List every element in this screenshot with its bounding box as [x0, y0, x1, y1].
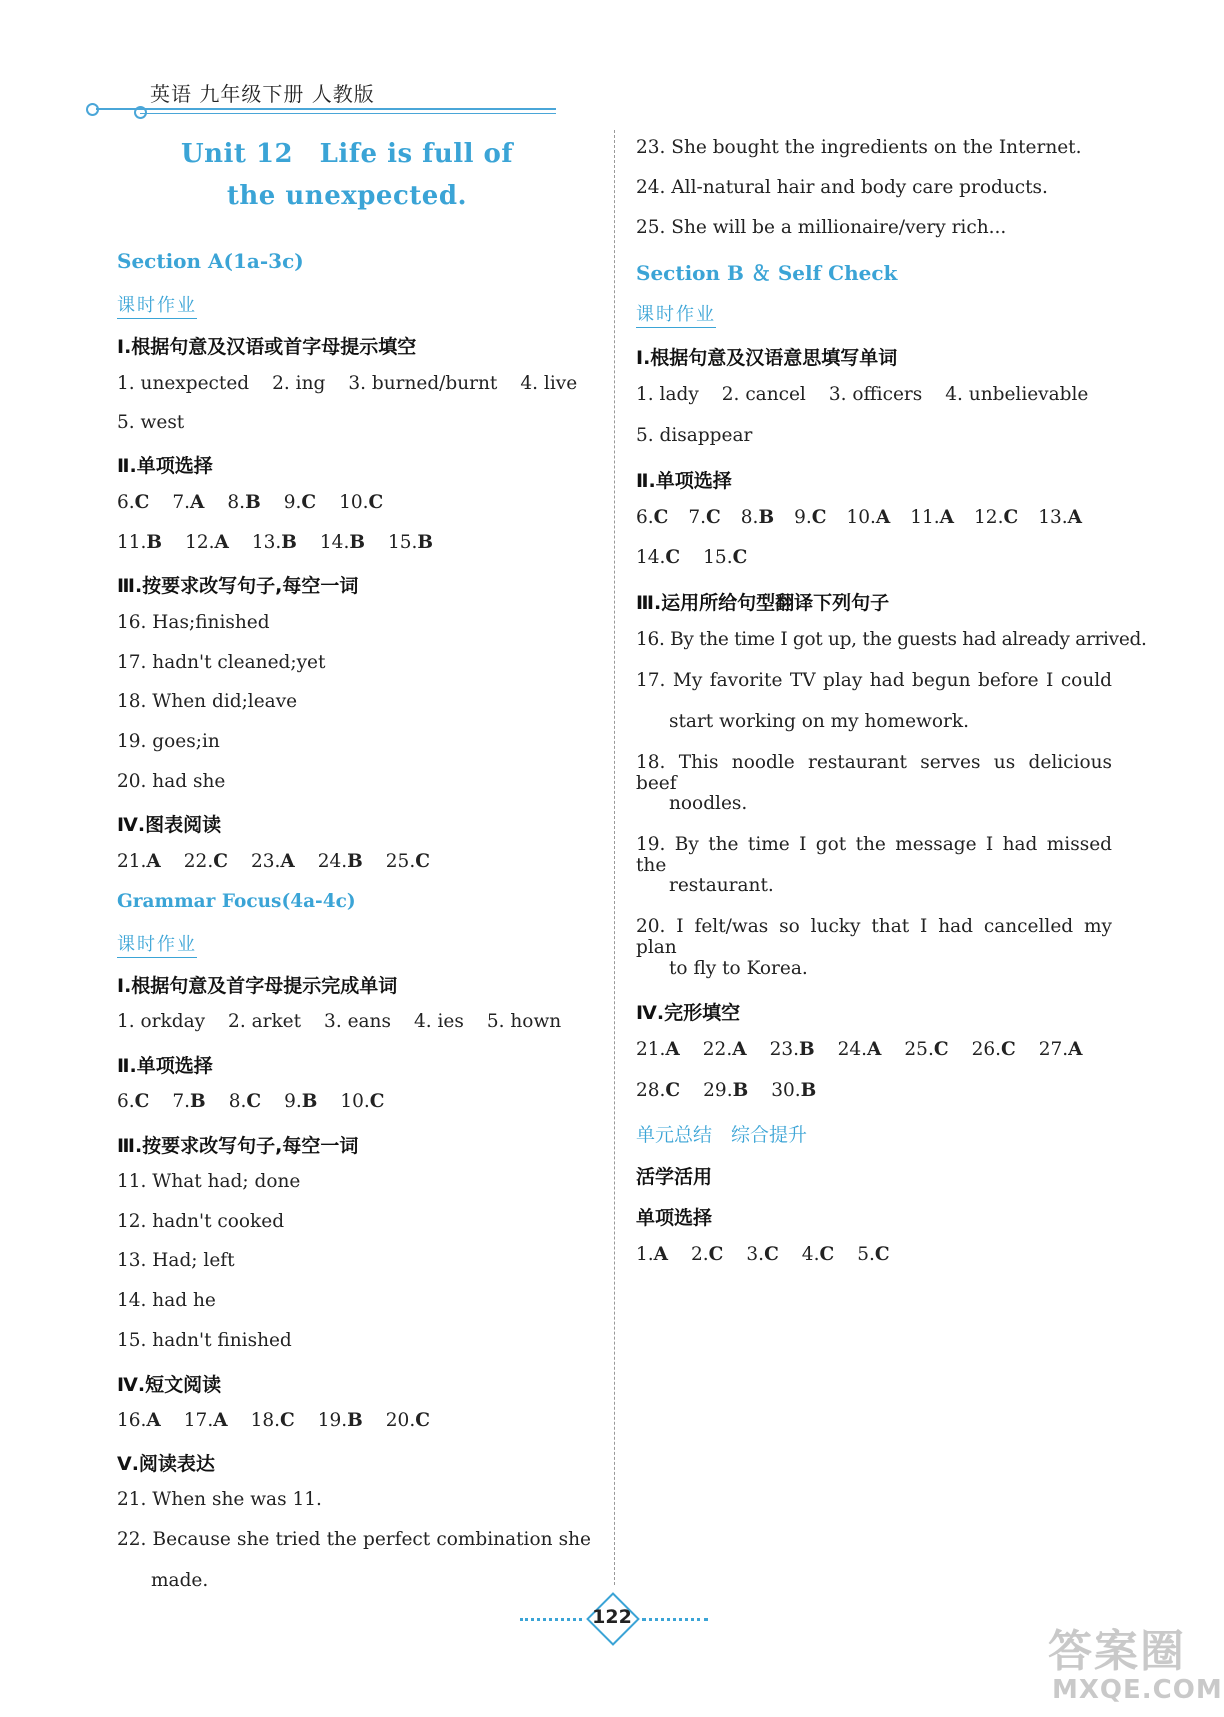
answer-choice: C [213, 851, 228, 872]
answer [117, 1410, 161, 1431]
answer-line: 16. Has;finished [117, 612, 270, 633]
answer-row [636, 1080, 839, 1101]
answer-choice: A [213, 1410, 228, 1431]
answer: 2. cancel [721, 384, 806, 405]
answer-choice: C [933, 1039, 949, 1060]
answer [117, 1091, 149, 1112]
answer-line: 23. She bought the ingredients on the Internet. [636, 137, 1082, 158]
question-number: 23. [769, 1039, 799, 1060]
answer [636, 1244, 668, 1265]
question-number: 2. [691, 1244, 709, 1265]
answer [185, 532, 229, 553]
answer-line: 25. She will be a millionaire/very rich... [636, 217, 1007, 238]
answer-line: to fly to Korea. [669, 958, 808, 979]
question-number: 9. [794, 507, 812, 528]
answer-choice: C [1003, 507, 1019, 528]
question-number: 22. [183, 851, 214, 872]
part-heading: Ⅴ.阅读表达 [117, 1453, 215, 1475]
answer-line: 17. My favorite TV play had begun before I could [636, 670, 1112, 691]
question-number: 7. [172, 492, 191, 513]
answer-choice: A [732, 1039, 747, 1060]
part-heading: 活学活用 [636, 1166, 713, 1188]
answer-row [636, 425, 775, 446]
part-heading: Ⅲ.按要求改写句子,每空一词 [117, 1135, 359, 1157]
answer-choice: C [665, 547, 681, 568]
answer-choice: C [415, 851, 430, 872]
answer [318, 851, 363, 872]
answer [703, 1080, 748, 1101]
answer: 4. unbelievable [945, 384, 1089, 405]
answer: 5. disappear [636, 425, 753, 446]
answer-choice: C [368, 492, 384, 513]
section-heading: Section B ＆ Self Check [636, 261, 898, 285]
section-heading: Section A(1a-3c) [117, 249, 304, 273]
answer-row [636, 507, 1082, 528]
answer-choice: A [1067, 507, 1082, 528]
answer-line: 14. had he [117, 1290, 216, 1311]
book-title: 英语 九年级下册 人教版 [150, 82, 375, 106]
answer-choice: B [301, 1091, 318, 1112]
answer-line: 19. By the time I got the message I had missed the [636, 834, 1112, 876]
answer-choice: C [819, 1244, 835, 1265]
answer-choice: A [146, 1410, 161, 1431]
watermark-logo: 答案圈 [1048, 1626, 1186, 1677]
answer-row [636, 1244, 913, 1265]
answer-choice: C [301, 492, 317, 513]
answer-row [117, 492, 406, 513]
part-heading: Ⅲ.按要求改写句子,每空一词 [117, 575, 359, 597]
page-header [86, 76, 556, 126]
unit-title: the unexpected. [226, 181, 468, 211]
answer [1038, 507, 1082, 528]
answer [284, 492, 316, 513]
homework-label: 课时作业 [117, 930, 197, 958]
answer-line: 22. Because she tried the perfect combination she [117, 1529, 591, 1550]
answer [229, 1091, 261, 1112]
answer [802, 1244, 834, 1265]
column-divider [614, 130, 615, 1585]
dotted-rule [642, 1618, 708, 1621]
question-number: 19. [317, 1410, 348, 1431]
answer-line: restaurant. [669, 875, 774, 896]
answer: 4. ies [413, 1011, 464, 1032]
part-heading: Ⅱ.单项选择 [636, 470, 732, 492]
part-heading: Ⅱ.单项选择 [117, 1055, 213, 1077]
answer-choice: A [190, 492, 205, 513]
answer-choice: C [134, 492, 150, 513]
question-number: 6. [117, 492, 135, 513]
part-heading: Ⅱ.单项选择 [117, 455, 213, 477]
question-number: 24. [837, 1039, 868, 1060]
answer-choice: A [867, 1039, 882, 1060]
part-heading: Ⅲ.运用所给句型翻译下列句子 [636, 592, 890, 614]
answer [320, 532, 365, 553]
answer-line: 11. What had; done [117, 1171, 301, 1192]
page-number: 122 [592, 1606, 632, 1628]
answer-choice: C [653, 507, 669, 528]
answer [974, 507, 1018, 528]
question-number: 6. [117, 1091, 135, 1112]
question-number: 11. [117, 532, 147, 553]
question-number: 21. [636, 1039, 666, 1060]
answer [838, 1039, 882, 1060]
answer-line: 24. All-natural hair and body care products. [636, 177, 1048, 198]
answer [636, 1039, 680, 1060]
page-number-badge [520, 1596, 720, 1642]
question-number: 30. [771, 1080, 801, 1101]
section-heading: 单元总结 综合提升 [636, 1124, 808, 1146]
answer: 5. hown [486, 1011, 562, 1032]
answer [703, 1039, 747, 1060]
answer-choice: A [280, 851, 295, 872]
answer-line: 18. When did;leave [117, 691, 298, 712]
answer-row [117, 373, 600, 394]
answer-choice: B [417, 532, 434, 553]
answer [251, 851, 295, 872]
answer-choice: B [800, 1080, 817, 1101]
homework-label: 课时作业 [117, 291, 197, 319]
answer-choice: B [349, 532, 365, 553]
answer [318, 1410, 363, 1431]
answer-choice: A [1068, 1039, 1083, 1060]
answer: 3. eans [324, 1011, 391, 1032]
question-number: 25. [904, 1039, 934, 1060]
section-heading: Grammar Focus(4a-4c) [117, 891, 356, 912]
answer-line: start working on my homework. [669, 711, 969, 732]
question-number: 22. [702, 1039, 733, 1060]
question-number: 12. [185, 532, 215, 553]
answer [117, 851, 161, 872]
answer-choice: C [732, 547, 748, 568]
answer-choice: A [146, 851, 161, 872]
question-number: 17. [183, 1410, 214, 1431]
answer-line: 15. hadn't finished [117, 1330, 292, 1351]
answer-line: 18. This noodle restaurant serves us delicious beef [636, 752, 1112, 794]
question-number: 7. [688, 507, 707, 528]
answer-line: 13. Had; left [117, 1250, 235, 1271]
answer: 2. arket [228, 1011, 302, 1032]
answer-choice: B [732, 1080, 749, 1101]
question-number: 9. [284, 1091, 302, 1112]
answer-line: made. [151, 1570, 209, 1591]
answer-choice: C [811, 507, 827, 528]
question-number: 3. [746, 1244, 765, 1265]
answer-choice: A [653, 1244, 669, 1265]
part-heading: Ⅳ.图表阅读 [117, 814, 222, 836]
question-number: 16. [117, 1410, 147, 1431]
answer [770, 1039, 815, 1060]
answer [904, 1039, 948, 1060]
header-rule [96, 108, 556, 110]
answer [636, 547, 680, 568]
part-heading: Ⅰ.根据句意及汉语意思填写单词 [636, 347, 898, 369]
part-heading: Ⅳ.短文阅读 [117, 1374, 222, 1396]
header-rule [140, 113, 556, 114]
answer-line: noodles. [669, 793, 748, 814]
watermark-url: MXQE.COM [1052, 1675, 1223, 1705]
question-number: 14. [636, 547, 666, 568]
answer-choice: C [665, 1080, 681, 1101]
answer-choice: B [347, 1410, 363, 1431]
answer [284, 1091, 317, 1112]
answer-choice: C [415, 1410, 430, 1431]
answer [117, 532, 162, 553]
question-number: 10. [339, 492, 369, 513]
answer-choice: A [875, 507, 891, 528]
answer: 1. orkday [117, 1011, 206, 1032]
homework-label: 课时作业 [636, 300, 716, 328]
question-number: 13. [1038, 507, 1068, 528]
answer-choice: B [146, 532, 163, 553]
part-heading: 单项选择 [636, 1207, 713, 1229]
answer [386, 1410, 430, 1431]
answer-choice: C [1000, 1039, 1016, 1060]
answer-line: 16. By the time I got up, the guests had already arrived. [636, 629, 1147, 650]
answer [252, 532, 297, 553]
question-number: 12. [974, 507, 1004, 528]
question-number: 11. [910, 507, 940, 528]
answer-row [636, 547, 770, 568]
part-heading: Ⅰ.根据句意及首字母提示完成单词 [117, 975, 398, 997]
answer-line: 19. goes;in [117, 731, 220, 752]
question-number: 25. [385, 851, 416, 872]
answer [388, 532, 433, 553]
answer: 1. lady [636, 384, 699, 405]
question-number: 15. [703, 547, 733, 568]
answer [117, 492, 149, 513]
part-heading: Ⅳ.完形填空 [636, 1002, 741, 1024]
answer [972, 1039, 1016, 1060]
answer [172, 492, 204, 513]
answer [846, 507, 890, 528]
answer [771, 1080, 816, 1101]
answer [636, 507, 668, 528]
answer-row [636, 384, 1111, 405]
answer: 3. officers [828, 384, 923, 405]
question-number: 6. [636, 507, 654, 528]
question-number: 27. [1038, 1039, 1069, 1060]
answer [691, 1244, 723, 1265]
answer: 1. unexpected [117, 373, 250, 394]
answer: 4. live [520, 373, 578, 394]
question-number: 29. [703, 1080, 733, 1101]
question-number: 4. [801, 1244, 820, 1265]
answer-choice: B [281, 532, 297, 553]
answer: 5. west [117, 412, 185, 433]
answer-row [117, 851, 453, 872]
answer [857, 1244, 889, 1265]
answer-row [117, 532, 456, 553]
question-number: 5. [857, 1244, 875, 1265]
answer-choice: B [798, 1039, 815, 1060]
question-number: 10. [846, 507, 876, 528]
question-number: 8. [227, 492, 246, 513]
answer [741, 507, 774, 528]
answer: 2. ing [272, 373, 326, 394]
answer-line: 12. hadn't cooked [117, 1211, 285, 1232]
answer-choice: A [665, 1039, 680, 1060]
question-number: 15. [387, 532, 418, 553]
question-number: 14. [319, 532, 350, 553]
question-number: 1. [636, 1244, 654, 1265]
question-number: 8. [740, 507, 759, 528]
answer [251, 1410, 295, 1431]
answer-row [117, 1410, 453, 1431]
answer-choice: C [246, 1091, 262, 1112]
answer-line: 20. had she [117, 771, 226, 792]
answer-choice: C [708, 1244, 724, 1265]
answer [910, 507, 954, 528]
answer-choice: B [190, 1091, 206, 1112]
part-heading: Ⅰ.根据句意及汉语或首字母提示填空 [117, 336, 417, 358]
question-number: 7. [172, 1091, 191, 1112]
question-number: 8. [228, 1091, 247, 1112]
question-number: 18. [250, 1410, 280, 1431]
answer-line: 17. hadn't cleaned;yet [117, 652, 326, 673]
answer [184, 1410, 228, 1431]
answer-choice: C [706, 507, 721, 528]
answer-choice: C [134, 1091, 150, 1112]
answer-choice: C [874, 1244, 890, 1265]
dotted-rule [520, 1618, 582, 1621]
answer-choice: C [279, 1410, 295, 1431]
question-number: 23. [250, 851, 281, 872]
question-number: 21. [117, 851, 147, 872]
answer [794, 507, 826, 528]
answer [340, 1091, 384, 1112]
answer-choice: C [369, 1091, 385, 1112]
answer-row [117, 412, 207, 433]
answer-row [117, 1091, 408, 1112]
answer [172, 1091, 205, 1112]
question-number: 28. [636, 1080, 666, 1101]
question-number: 24. [317, 851, 348, 872]
question-number: 9. [283, 492, 302, 513]
answer [227, 492, 260, 513]
answer [184, 851, 228, 872]
unit-title: Unit 12 Life is full of [180, 139, 514, 169]
answer-choice: B [347, 851, 363, 872]
answer-choice: B [758, 507, 775, 528]
answer-choice: A [214, 532, 229, 553]
answer-line: 20. I felt/was so lucky that I had cancelled my plan [636, 916, 1112, 958]
answer-choice: C [764, 1244, 779, 1265]
answer [636, 1080, 680, 1101]
answer [1039, 1039, 1083, 1060]
answer [688, 507, 720, 528]
question-number: 10. [340, 1091, 370, 1112]
answer [339, 492, 383, 513]
answer [386, 851, 430, 872]
answer-line: 21. When she was 11. [117, 1489, 322, 1510]
answer [703, 547, 747, 568]
answer-row [636, 1039, 1106, 1060]
question-number: 20. [385, 1410, 416, 1431]
question-number: 13. [251, 532, 282, 553]
watermark [1048, 1615, 1223, 1711]
answer-choice: A [939, 507, 955, 528]
answer [746, 1244, 778, 1265]
question-number: 26. [971, 1039, 1001, 1060]
answer-row [117, 1011, 584, 1032]
answer: 3. burned/burnt [348, 373, 498, 394]
answer-choice: B [245, 492, 261, 513]
